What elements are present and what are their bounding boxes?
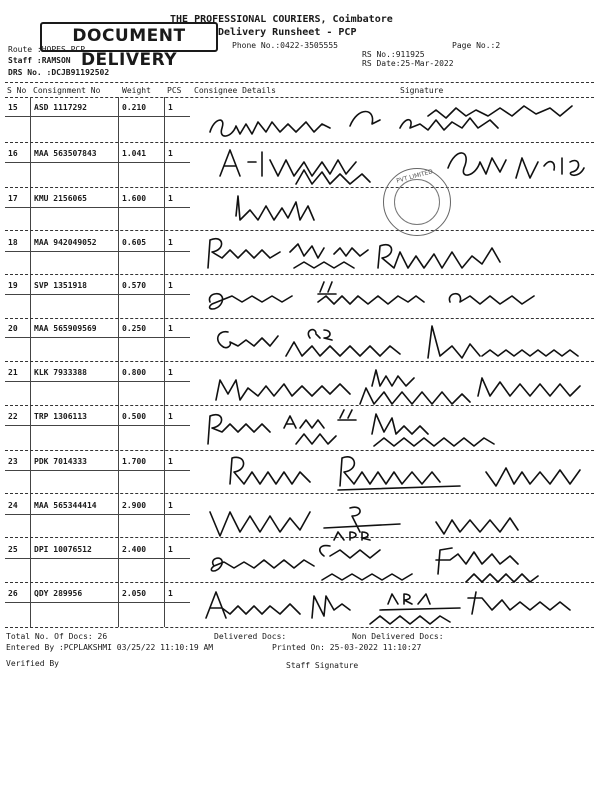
handwriting-row-21 [200, 360, 590, 410]
handwriting-row-17 [200, 186, 400, 232]
row-weight: 1.600 [122, 194, 147, 203]
row-sno: 24 [8, 501, 18, 510]
row-pcs: 1 [168, 368, 173, 377]
row-pcs: 1 [168, 589, 173, 598]
row-underline [5, 162, 190, 163]
handwriting-row-20 [200, 316, 590, 366]
col-consignment: Consignment No [33, 86, 101, 95]
route-label: Route :HOPES PCP [8, 45, 86, 54]
col-divider [118, 97, 119, 627]
row-sno: 17 [8, 194, 18, 203]
handwriting-row-19 [200, 272, 590, 322]
row-sno: 16 [8, 149, 18, 158]
row-weight: 1.041 [122, 149, 147, 158]
drs-number: DRS No. :DCJB91192502 [8, 68, 110, 77]
row-underline [5, 381, 190, 382]
total-docs: Total No. Of Docs: 26 [6, 632, 108, 641]
handwriting-row-18 [200, 228, 590, 278]
row-pcs: 1 [168, 324, 173, 333]
handwriting-row-25 [200, 536, 590, 586]
handwriting-row-16 [200, 140, 590, 192]
row-sno: 19 [8, 281, 18, 290]
col-pcs: PCS [167, 86, 182, 95]
row-consignment: SVP 1351918 [34, 281, 87, 290]
row-underline [5, 425, 190, 426]
row-weight: 0.605 [122, 238, 147, 247]
delivered-docs: Delivered Docs: [214, 632, 287, 641]
document-delivery-stamp: DOCUMENT DELIVERY [40, 22, 218, 52]
seal-text: PVT LIMITED [395, 168, 434, 185]
row-sno: 25 [8, 545, 18, 554]
row-pcs: 1 [168, 412, 173, 421]
row-consignment: KMU 2156065 [34, 194, 87, 203]
row-pcs: 1 [168, 501, 173, 510]
col-weight: Weight [122, 86, 151, 95]
row-pcs: 1 [168, 457, 173, 466]
row-sno: 23 [8, 457, 18, 466]
row-pcs: 1 [168, 149, 173, 158]
row-consignment: KLK 7933388 [34, 368, 87, 377]
row-weight: 0.250 [122, 324, 147, 333]
row-consignment: PDK 7014333 [34, 457, 87, 466]
row-sno: 20 [8, 324, 18, 333]
row-pcs: 1 [168, 103, 173, 112]
row-consignment: MAA 942049052 [34, 238, 97, 247]
rs-date: RS Date:25-Mar-2022 [362, 59, 454, 68]
row-consignment: ASD 1117292 [34, 103, 87, 112]
runsheet-title: Delivery Runsheet - PCP [218, 27, 357, 38]
row-consignment: MAA 565909569 [34, 324, 97, 333]
col-sno: S No [7, 86, 27, 95]
row-weight: 1.700 [122, 457, 147, 466]
row-weight: 0.500 [122, 412, 147, 421]
row-consignment: TRP 1306113 [34, 412, 87, 421]
row-pcs: 1 [168, 281, 173, 290]
handwriting-row-26 [200, 580, 590, 630]
row-underline [5, 207, 190, 208]
row-weight: 0.570 [122, 281, 147, 290]
row-underline [5, 602, 190, 603]
row-underline [5, 116, 190, 117]
handwriting-row-23 [200, 448, 590, 494]
row-sno: 21 [8, 368, 18, 377]
row-weight: 0.210 [122, 103, 147, 112]
handwriting-row-22 [200, 404, 590, 454]
header-top-rule [5, 82, 594, 83]
entered-by: Entered By :PCPLAKSHMI 03/25/22 11:10:19 AM [6, 643, 214, 652]
row-underline [5, 294, 190, 295]
page-number: Page No.:2 [452, 41, 501, 50]
row-weight: 2.900 [122, 501, 147, 510]
row-pcs: 1 [168, 238, 173, 247]
col-consignee: Consignee Details [194, 86, 276, 95]
staff-label: Staff :RAMSON [8, 56, 71, 65]
handwriting-row-15 [200, 98, 590, 146]
col-divider [30, 97, 31, 627]
row-consignment: QDY 289956 [34, 589, 83, 598]
non-delivered-docs: Non Delivered Docs: [352, 632, 444, 641]
printed-on: Printed On: 25-03-2022 11:10:27 [272, 643, 422, 652]
row-underline [5, 251, 190, 252]
row-underline [5, 514, 190, 515]
row-consignment: DPI 10076512 [34, 545, 92, 554]
col-divider [164, 97, 165, 627]
row-weight: 0.800 [122, 368, 147, 377]
row-weight: 2.400 [122, 545, 147, 554]
company-name: THE PROFESSIONAL COURIERS, Coimbatore [170, 14, 393, 25]
row-consignment: MAA 565344414 [34, 501, 97, 510]
staff-signature-label: Staff Signature [286, 661, 359, 670]
row-underline [5, 337, 190, 338]
row-pcs: 1 [168, 545, 173, 554]
rs-number: RS No.:911925 [362, 50, 425, 59]
row-underline [5, 470, 190, 471]
row-sno: 18 [8, 238, 18, 247]
row-sno: 15 [8, 103, 18, 112]
col-signature: Signature [400, 86, 444, 95]
row-underline [5, 558, 190, 559]
row-consignment: MAA 563507843 [34, 149, 97, 158]
row-pcs: 1 [168, 194, 173, 203]
row-sno: 26 [8, 589, 18, 598]
verified-by: Verified By [6, 659, 59, 668]
row-weight: 2.050 [122, 589, 147, 598]
phone-number: Phone No.:0422-3505555 [232, 41, 338, 50]
row-sno: 22 [8, 412, 18, 421]
